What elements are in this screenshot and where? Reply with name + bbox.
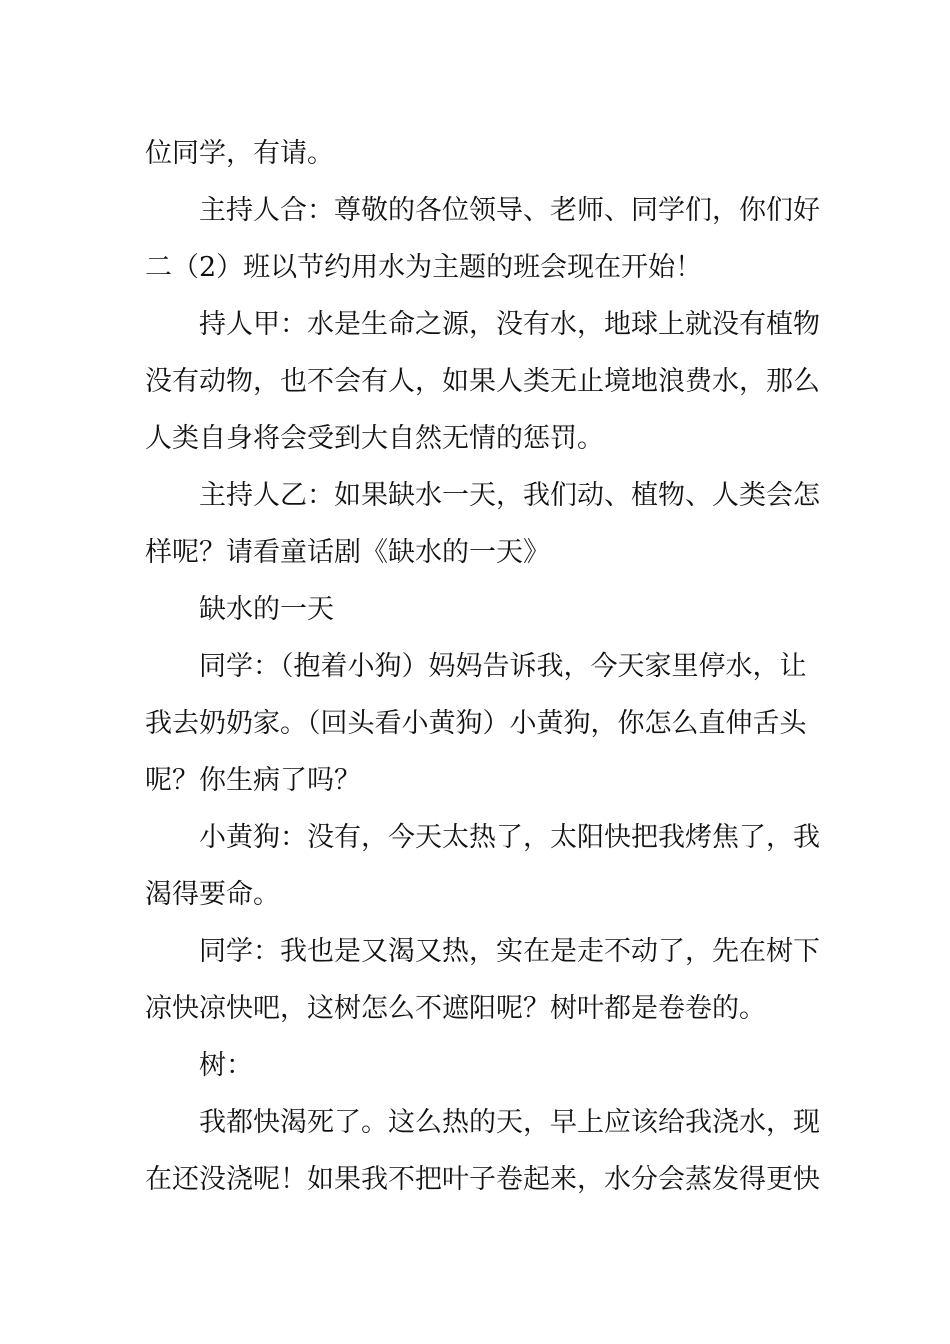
section-heading: 缺水的一天 <box>199 594 334 625</box>
text-line-11: 我去奶奶家。（回头看小黄狗）小黄狗，你怎么直伸舌头 <box>145 708 807 739</box>
text-line-5: 没有动物，也不会有人，如果人类无止境地浪费水，那么 <box>145 366 820 397</box>
text-line-18: 我都快渴死了。这么热的天，早上应该给我浇水，现 <box>199 1107 820 1138</box>
text-line-2: 主持人合：尊敬的各位领导、老师、同学们，你们好 <box>199 195 820 226</box>
text-line-13: 小黄狗：没有，今天太热了，太阳快把我烤焦了，我 <box>199 822 820 853</box>
text-line-14: 渴得要命。 <box>145 879 280 910</box>
text-line-10: 同学：（抱着小狗）妈妈告诉我，今天家里停水，让 <box>199 651 807 682</box>
text-line-19: 在还没浇呢！如果我不把叶子卷起来，水分会蒸发得更快 <box>145 1164 820 1195</box>
text-line-12: 呢？你生病了吗？ <box>145 765 361 796</box>
text-line-16: 凉快凉快吧，这树怎么不遮阳呢？树叶都是卷卷的。 <box>145 993 766 1024</box>
text-line-8: 样呢？请看童话剧《缺水的一天》 <box>145 537 550 568</box>
text-line-3: 二（2）班以节约用水为主题的班会现在开始！ <box>145 252 703 283</box>
text-line-6: 人类自身将会受到大自然无情的惩罚。 <box>145 423 604 454</box>
text-line-17: 树： <box>199 1050 253 1081</box>
text-line-1: 位同学，有请。 <box>145 138 334 169</box>
text-line-7: 主持人乙：如果缺水一天，我们动、植物、人类会怎 <box>199 480 820 511</box>
text-line-4: 持人甲：水是生命之源，没有水，地球上就没有植物 <box>199 309 820 340</box>
text-line-15: 同学：我也是又渴又热，实在是走不动了，先在树下 <box>199 936 820 967</box>
